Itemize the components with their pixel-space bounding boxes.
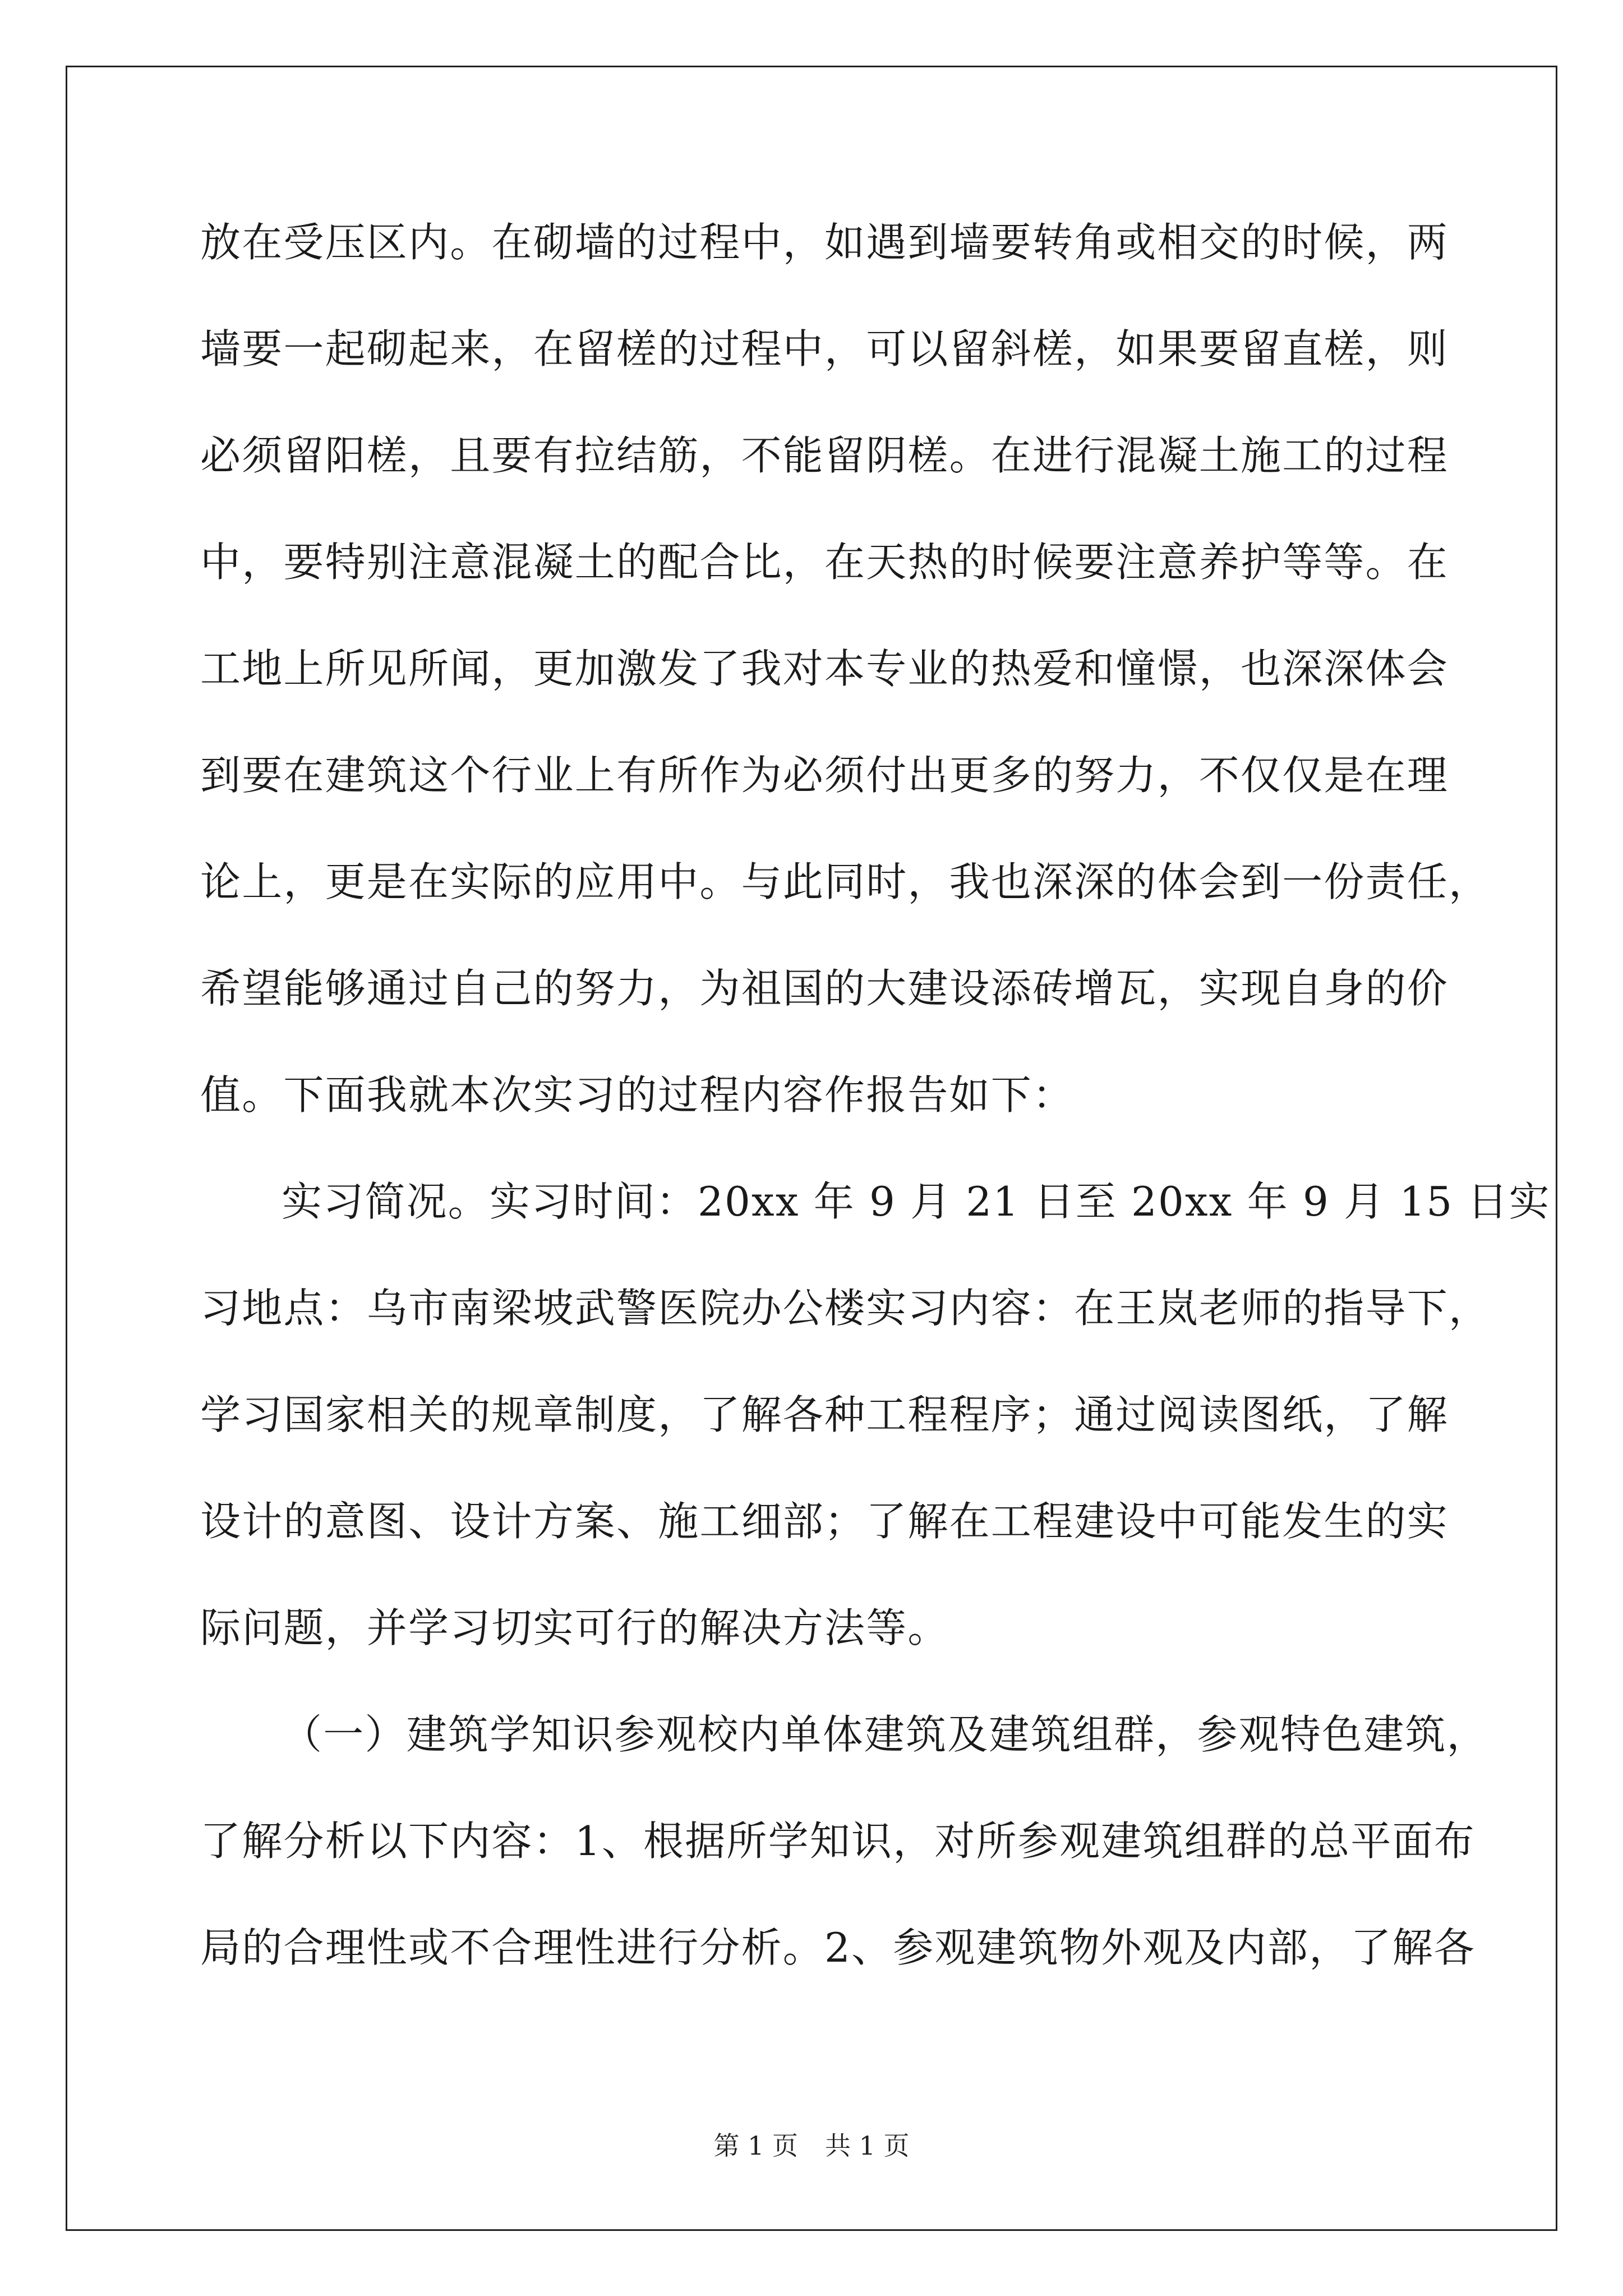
page-number: 第 1 页	[713, 2131, 798, 2161]
text-line: 到要在建筑这个行业上有所作为必须付出更多的努力，不仅仅是在理	[200, 752, 1449, 799]
text-line: 希望能够通过自己的努力，为祖国的大建设添砖增瓦，实现自身的价	[200, 965, 1449, 1012]
text-line: 工地上所见所闻，更加激发了我对本专业的热爱和憧憬，也深深体会	[200, 645, 1449, 692]
text-line: 必须留阳槎，且要有拉结筋，不能留阴槎。在进行混凝土施工的过程	[200, 432, 1449, 479]
text-line: 值。下面我就本次实习的过程内容作报告如下：	[200, 1071, 1075, 1119]
text-line: 局的合理性或不合理性进行分析。2、参观建筑物外观及内部，了解各	[200, 1924, 1476, 1971]
page-total: 共 1 页	[825, 2131, 910, 2161]
text-line: 设计的意图、设计方案、施工细部；了解在工程建设中可能发生的实	[200, 1498, 1449, 1545]
text-line: 习地点：乌市南梁坡武警医院办公楼实习内容：在王岚老师的指导下，	[200, 1285, 1491, 1332]
text-line: 墙要一起砌起来，在留槎的过程中，可以留斜槎，如果要留直槎，则	[200, 325, 1449, 372]
document-body	[200, 214, 1551, 2026]
text-line: 际问题，并学习切实可行的解决方法等。	[200, 1604, 949, 1651]
text-line: 论上，更是在实际的应用中。与此同时，我也深深的体会到一份责任，	[200, 858, 1491, 905]
text-line: （一）建筑学知识参观校内单体建筑及建筑组群，参观特色建筑，	[282, 1711, 1488, 1758]
text-line: 了解分析以下内容：1、根据所学知识，对所参观建筑组群的总平面布	[200, 1818, 1476, 1865]
text-line: 学习国家相关的规章制度，了解各种工程程序；通过阅读图纸，了解	[200, 1391, 1449, 1438]
text-line: 实习简况。实习时间：20xx 年 9 月 21 日至 20xx 年 9 月 15 日实	[282, 1178, 1551, 1225]
page-footer	[0, 2130, 1623, 2161]
text-line: 放在受压区内。在砌墙的过程中，如遇到墙要转角或相交的时候，两	[200, 219, 1449, 266]
text-line: 中，要特别注意混凝土的配合比，在天热的时候要注意养护等等。在	[200, 539, 1449, 586]
